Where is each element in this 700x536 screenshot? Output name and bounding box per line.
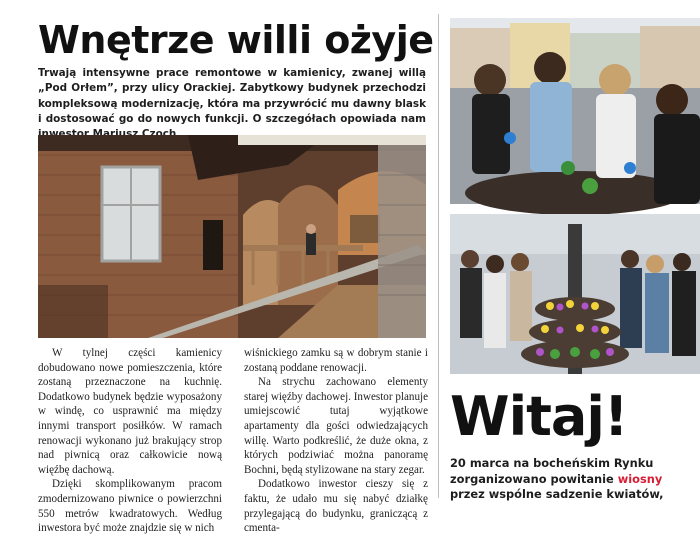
paragraph: W tylnej części kamienicy dobudowano nowe pomieszczenia, które zostaną przeznaczone na kuchnię. Dodatkowo budynek będzie wyposażony w windę, co usprawnić ma między innymi transport posiłków. W ramach renowacji wykonano już brakujący strop nad piwnicą oraz całkowicie nową więźbę dachową. xyxy=(38,347,222,476)
paragraph: Dodatkowo inwestor cieszy się z faktu, że udało mu się nabyć działkę przylegającą do budynku, graniczącą z cmenta- xyxy=(244,478,428,535)
subtitle-text: przez wspólne sadzenie kwiatów, xyxy=(450,487,664,501)
photo-planting-flowers xyxy=(450,18,700,204)
article-headline: Wnętrze willi ożyje xyxy=(38,18,434,62)
sidebar-subtitle xyxy=(450,456,700,503)
article-lead: Trwają intensywne prace remontowe w kamienicy, zwanej willą „Pod Orłem”, przy ulicy Orackiej. Zabytkowy budynek przechodzi kompleksową modernizację, która ma przywrócić mu dawny blask i dostosować go do nowych funkcji. O szczegółach opowiada nam xyxy=(38,67,426,125)
subtitle-text: 20 marca na bocheńskim Rynku zorganizowano powitanie xyxy=(450,456,654,486)
article-text-column-1 xyxy=(38,346,222,536)
article-text-column-2 xyxy=(244,346,428,536)
paragraph: Na strychu zachowano elementy starej więźby dachowej. Inwestor planuje umiejscowić tutaj wyjątkowe apartamenty dla gości odwiedzających willę. Warto podkreślić, że duże okna, z których podziwiać można panoramę Bochni, będą stylizowane na stary zegar. xyxy=(244,376,428,476)
photo-children-at-planter xyxy=(450,214,700,374)
article-body xyxy=(38,346,428,535)
article-column xyxy=(38,0,434,535)
paragraph: wiśnickiego zamku są w dobrym stanie i zostaną poddane renowacji. xyxy=(244,347,428,374)
sidebar-headline: Witaj! xyxy=(450,385,628,448)
paragraph: Dzięki skomplikowanym pracom zmodernizowano piwnice o powierzchni 550 metrów kwadratowych. Według inwestora być może znajdzie się w nich xyxy=(38,478,222,535)
column-divider xyxy=(438,14,439,498)
sidebar-column xyxy=(450,0,700,501)
subtitle-highlight: wiosny xyxy=(617,471,663,486)
main-photo xyxy=(38,135,426,338)
